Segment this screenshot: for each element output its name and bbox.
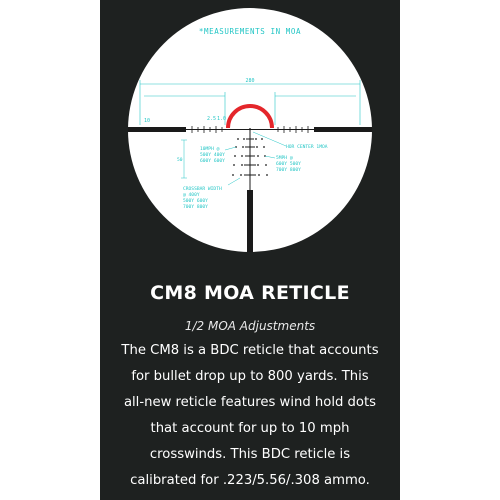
reticle-subtitle: 1/2 MOA Adjustments [184, 319, 316, 333]
mph10-label: 10MPH @ [200, 147, 220, 152]
crossbar-width-label: CROSSBAR WIDTH [183, 187, 222, 192]
mph10-line-2: 600Y 600Y [200, 159, 225, 164]
reticle-svg [100, 0, 400, 270]
description-line: that account for up to 10 mph [150, 421, 350, 436]
reticle-diagram [100, 0, 400, 270]
description-line: for bullet drop up to 800 yards. This [131, 369, 369, 384]
left-heavy-post [128, 127, 186, 132]
description-line: all-new reticle features wind hold dots [123, 395, 377, 410]
vertical-dimension-label: 50 [177, 158, 183, 163]
post-label-b: 1.0 [217, 116, 227, 122]
mph5-label: 5MPH @ [276, 156, 293, 161]
width-label: 280 [245, 78, 255, 84]
mph5-line-1: 600Y 500Y [276, 162, 301, 167]
reticle-description [106, 338, 394, 494]
reticle-info-panel [100, 0, 400, 500]
crossbar-line-2: 500Y 600Y [183, 199, 208, 204]
left-post-label: 10 [144, 118, 151, 124]
description-line: The CM8 is a BDC reticle that accounts [121, 343, 379, 358]
mph5-line-2: 700Y 800Y [276, 168, 301, 173]
crossbar-line-1: @ 400Y [183, 193, 200, 198]
post-label-a: 2.5 [207, 116, 217, 122]
measurements-note: *MEASUREMENTS IN MOA [198, 27, 302, 36]
center-dot [249, 128, 251, 130]
mph10-line-1: 500Y 400Y [200, 153, 225, 158]
crossbar-line-3: 700Y 800Y [183, 205, 208, 210]
description-line: crosswinds. This BDC reticle is [149, 447, 351, 462]
bottom-heavy-post [247, 190, 253, 252]
hor-center-label: HOR CENTER 1MOA [286, 145, 328, 150]
reticle-title: CM8 MOA RETICLE [150, 282, 350, 304]
right-heavy-post [314, 127, 372, 132]
description-line: calibrated for .223/5.56/.308 ammo. [130, 473, 370, 488]
